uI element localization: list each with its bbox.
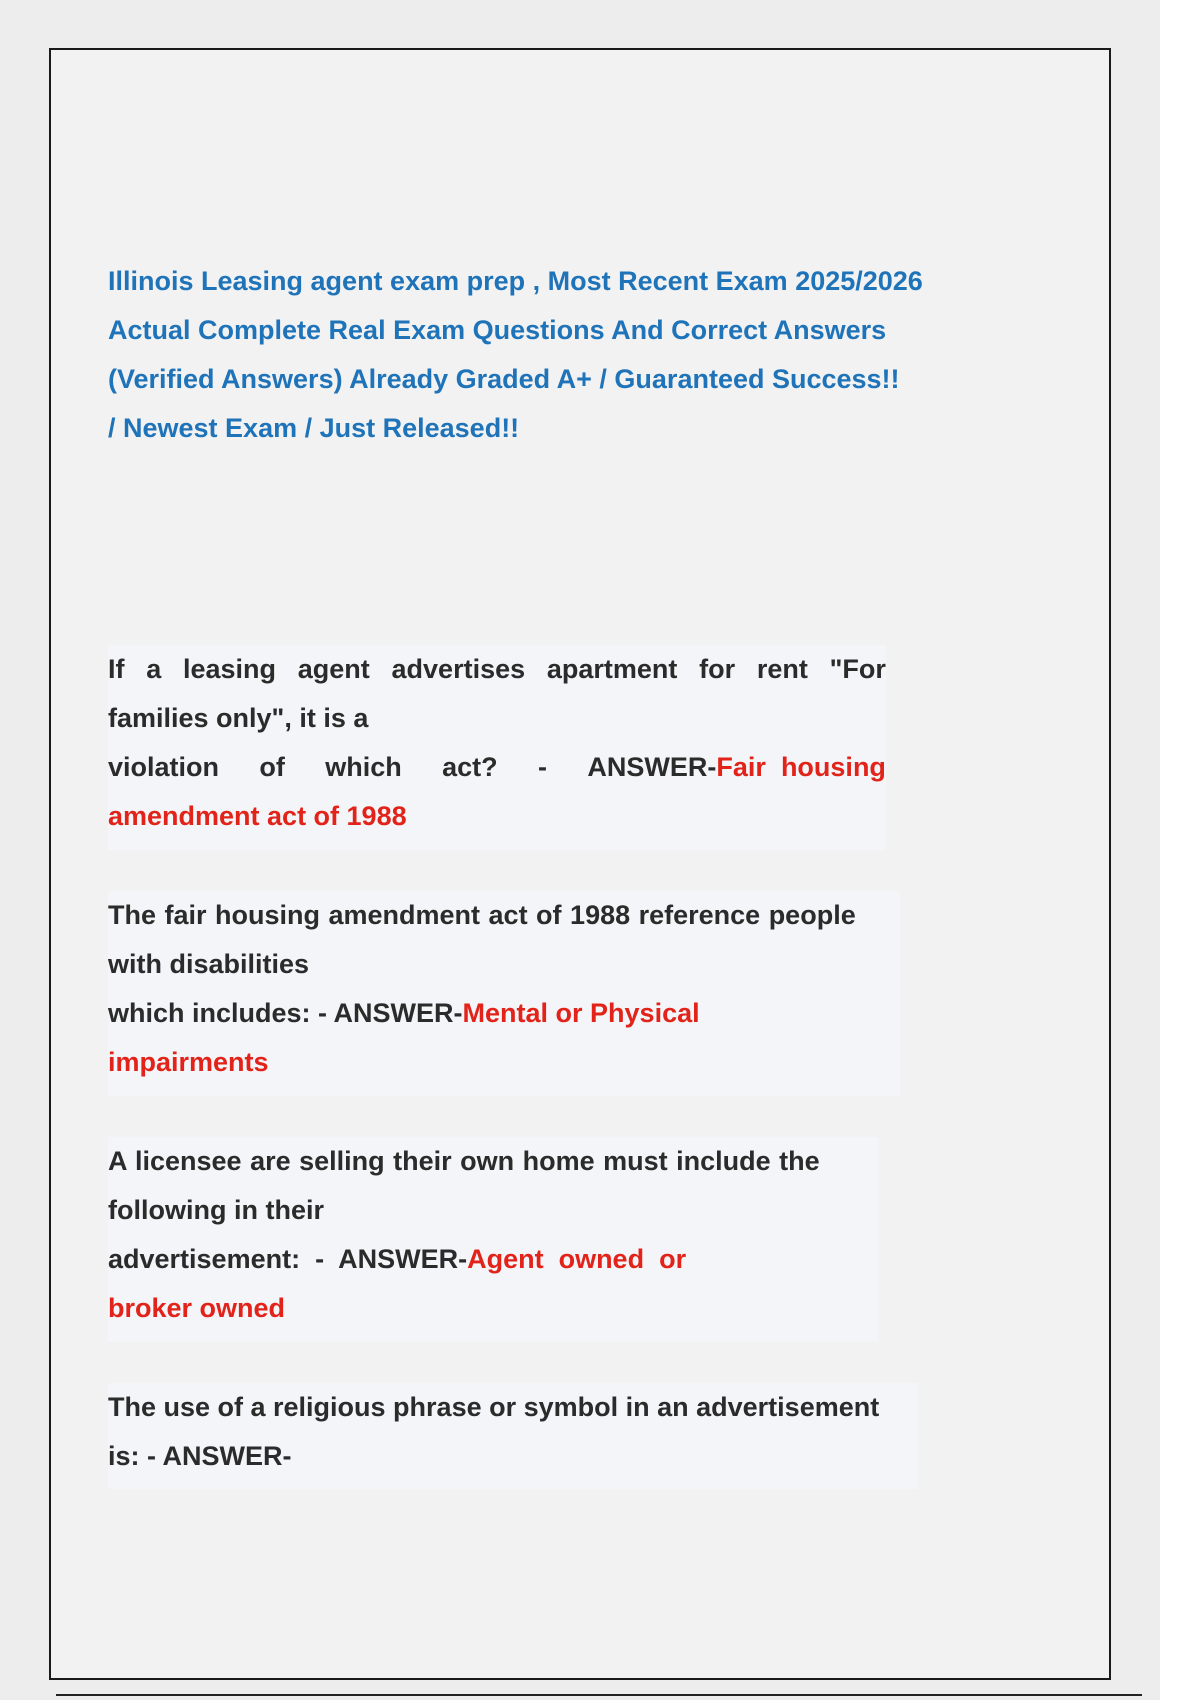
question-answer-line: which includes: - ANSWER-Mental or Physical [108, 998, 700, 1028]
answer-text: Mental or Physical [462, 998, 700, 1028]
question-answer-line: violation of which act? - ANSWER-Fair housing [108, 752, 886, 782]
viewer-side-strip [1160, 0, 1200, 1700]
qa-block-1 [108, 645, 886, 850]
title-line: Illinois Leasing agent exam prep , Most Recent Exam 2025/2026 [108, 266, 923, 296]
answer-text: impairments [108, 1047, 269, 1077]
answer-text: Fair housing [716, 752, 886, 782]
qa-block-2 [108, 891, 900, 1096]
question-answer-line: is: - ANSWER- [108, 1441, 292, 1471]
question-line: If a leasing agent advertises apartment for rent "For [108, 654, 886, 684]
qa-block-4 [108, 1383, 918, 1489]
title-line: Actual Complete Real Exam Questions And Correct Answers [108, 315, 887, 345]
page-bottom-rule [56, 1694, 1142, 1696]
document-title [108, 257, 998, 453]
answer-prefix: ANSWER- [587, 752, 717, 782]
question-line: with disabilities [108, 949, 310, 979]
question-line: families only", it is a [108, 703, 369, 733]
answer-text: broker owned [108, 1293, 286, 1323]
answer-text: amendment act of 1988 [108, 801, 407, 831]
question-line: The use of a religious phrase or symbol in an advertisement [108, 1392, 880, 1422]
title-line: (Verified Answers) Already Graded A+ / Guaranteed Success!! [108, 364, 900, 394]
answer-text: Agent owned or [467, 1244, 687, 1274]
qa-block-3 [108, 1137, 878, 1342]
question-line: The fair housing amendment act of 1988 reference people [108, 900, 856, 930]
answer-prefix: ANSWER- [333, 998, 463, 1028]
question-answer-line: advertisement: - ANSWER-Agent owned or [108, 1244, 687, 1274]
question-line: following in their [108, 1195, 324, 1225]
title-line: / Newest Exam / Just Released!! [108, 413, 520, 443]
answer-prefix: ANSWER- [338, 1244, 468, 1274]
answer-prefix: ANSWER- [162, 1441, 292, 1471]
question-line: A licensee are selling their own home must include the [108, 1146, 820, 1176]
